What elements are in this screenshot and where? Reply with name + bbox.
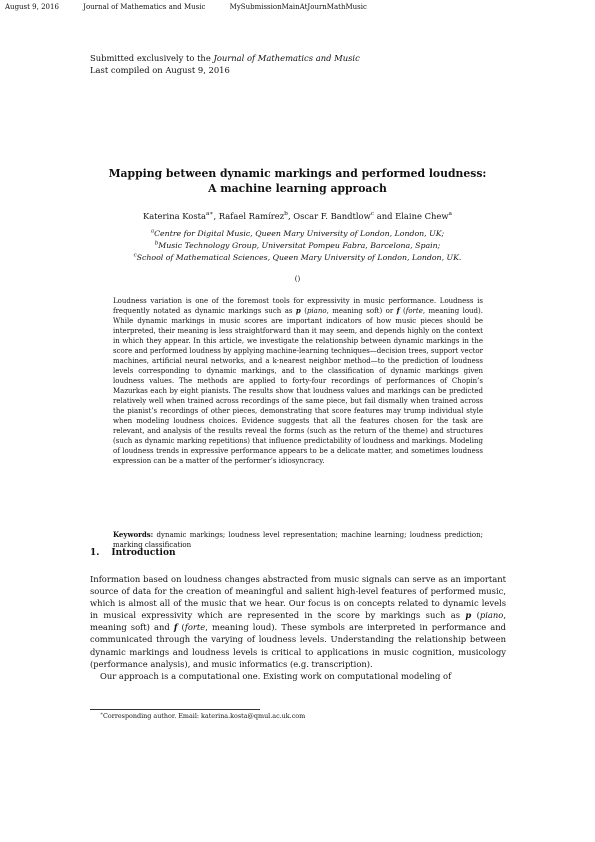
affiliation-text: Centre for Digital Music, Queen Mary University of London, London, UK; <box>154 229 445 238</box>
footnote-mark: ∗ <box>100 711 104 717</box>
footnote <box>100 712 305 720</box>
abstract-text: , meaning loud). While dynamic markings in music scores are important indicators of how music pieces should be interpreted, their meaning is less straightforward than it may seem, and depends highly on the context in which they appear. In this article, we investigate the relationship between dynamic markings in the score and performed loudness by applying machine-learning techniques—decision trees, support vector machines, artificial neural networks, and a k-nearest neighbor method—to the prediction of loudness levels corresponding to dynamic markings, and to the classification of dynamic markings given loudness values. The methods are applied to forty-four recordings of performances of Chopin’s Mazurkas each by eight pianists. The results show that loudness values and markings can be predicted relatively well when trained across recordings of the same piece, but fail dismally when trained across the pianist’s recordings of other pieces, demonstrating that score features may trump individual style when modeling loudness choices. Evidence suggests that all the features chosen for the task are relevant, and analysis of the results reveal the forms (such as the return of the theme) and structures (such as dynamic marking repetitions) that influence predictability of loudness and markings. Modeling of loudness trends in expressive performance appears to be a delicate matter, and sometimes loudness expression can be a matter of the performer’s idiosyncracy. <box>113 307 483 465</box>
abstract-text: ( <box>399 307 406 315</box>
received-dates: () <box>294 275 301 283</box>
submission-prefix: Submitted exclusively to the <box>90 53 211 63</box>
affiliation <box>60 240 535 252</box>
affiliation <box>60 252 535 264</box>
section-number: 1. <box>90 548 100 558</box>
author-affiliation-mark: a <box>448 211 453 218</box>
author-list <box>60 210 535 222</box>
running-header <box>5 3 590 12</box>
header-file: MySubmissionMainAtJournMathMusic <box>229 3 367 11</box>
dynamic-mark-p: p <box>295 306 301 315</box>
submission-journal: Journal of Mathematics and Music <box>213 53 360 63</box>
paragraph <box>90 573 506 670</box>
term-forte: forte <box>184 622 206 633</box>
section-heading <box>90 547 176 559</box>
keywords-label: Keywords: <box>113 530 154 539</box>
affiliation-list <box>60 228 535 264</box>
affiliation-mark: a <box>150 228 155 235</box>
submission-line <box>90 52 360 64</box>
author-name: Oscar F. Bandtlow <box>293 211 371 221</box>
intro-text: , meaning loud). These symbols are interpreted in performance and communicated through the varying of loudness levels. Understanding the relationship between dynamic markings and loudness levels is critical to applications in music cognition, musicology (performance analysis), and music informatics (e.g. transcription). <box>90 622 506 669</box>
term-forte: forte <box>405 307 423 315</box>
author-name: Elaine Chew <box>395 211 449 221</box>
author-separator: , <box>213 211 219 221</box>
dynamic-mark-f: f <box>173 622 178 633</box>
author-affiliation-mark: b <box>284 211 288 218</box>
submission-note <box>90 52 360 76</box>
term-piano: piano <box>306 307 327 315</box>
compiled-date: Last compiled on August 9, 2016 <box>90 65 230 75</box>
author-separator: and <box>374 211 396 221</box>
term-piano: piano <box>479 610 504 621</box>
intro-text: ( <box>177 622 185 633</box>
dynamic-mark-p: p <box>465 610 472 621</box>
affiliation-text: School of Mathematical Sciences, Queen Mary University of London, London, UK. <box>136 253 462 262</box>
author-affiliation-mark: c <box>370 211 375 218</box>
author-separator: , <box>287 211 294 221</box>
abstract-text: Loudness variation is one of the foremost tools for expressivity in music performance. Loudness is frequently notated as dynamic markings such as <box>113 297 483 315</box>
abstract-text: , meaning soft) or <box>326 307 397 315</box>
intro-text: , meaning soft) and <box>90 610 506 633</box>
abstract <box>113 296 483 466</box>
intro-text: ( <box>471 610 480 621</box>
footnote-text: Corresponding author. Email: katerina.kosta@qmul.ac.uk.com <box>103 712 306 720</box>
author-name: Katerina Kosta <box>142 211 206 221</box>
abstract-text: ( <box>300 307 307 315</box>
title-line-2: A machine learning approach <box>208 182 387 195</box>
affiliation-mark: b <box>154 240 159 247</box>
header-date: August 9, 2016 <box>5 3 59 11</box>
paper-title <box>60 166 535 196</box>
affiliation-mark: c <box>133 252 137 259</box>
header-journal: Journal of Mathematics and Music <box>83 3 206 11</box>
author-name: Rafael Ramírez <box>218 211 285 221</box>
section-title: Introduction <box>111 548 176 558</box>
intro-text: Information based on loudness changes abstracted from music signals can serve as an important source of data for the creation of meaningful and salient high-level features of performed music, which is almost all of the music that we hear. Our focus is on concepts related to dynamic levels in musical expressivity which are represented in the score by markings such as <box>90 574 506 621</box>
affiliation <box>60 228 535 240</box>
title-line-1: Mapping between dynamic markings and performed loudness: <box>108 167 487 180</box>
paragraph: Our approach is a computational one. Existing work on computational modeling of <box>100 670 452 681</box>
keywords-text: dynamic markings; loudness level representation; machine learning; loudness prediction; marking classification <box>113 531 483 549</box>
footnote-rule <box>90 709 260 710</box>
dynamic-mark-f: f <box>396 306 400 315</box>
author-affiliation-mark: a∗ <box>205 211 214 218</box>
introduction-body <box>90 573 506 682</box>
affiliation-text: Music Technology Group, Universitat Pompeu Fabra, Barcelona, Spain; <box>158 241 441 250</box>
